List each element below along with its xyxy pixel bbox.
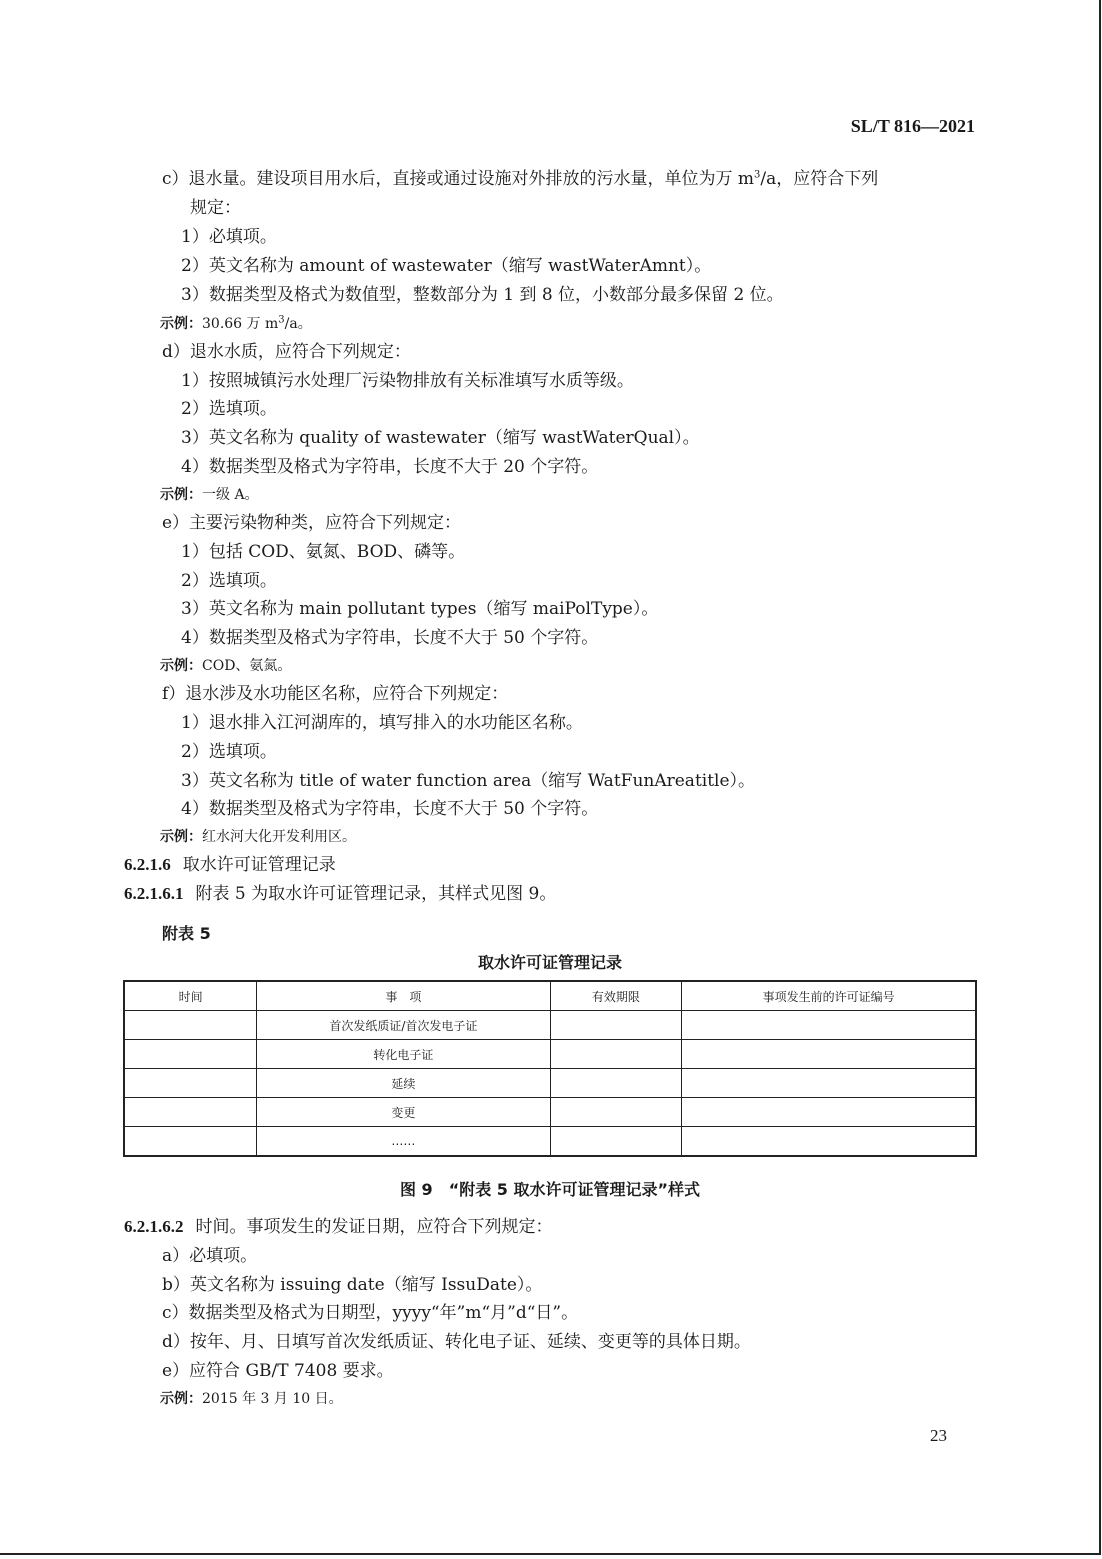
table-cell <box>124 1011 257 1040</box>
table-row <box>124 1127 976 1157</box>
sec-62162-example: 示例：2015 年 3 月 10 日。 <box>160 1391 343 1407</box>
header-item: 事 项 <box>257 981 550 1011</box>
page-number: 23 <box>930 1426 947 1445</box>
header-validity: 有效期限 <box>550 981 682 1011</box>
sec-f-item2: 2）选填项。 <box>181 742 277 762</box>
table-cell <box>550 1069 682 1098</box>
table-cell <box>550 1011 682 1040</box>
sec-f-example: 示例：红水河大化开发利用区。 <box>160 829 356 845</box>
sec-c-example: 示例：30.66 万 $m^3/a$。 <box>160 314 312 332</box>
table-cell <box>682 1127 976 1157</box>
sec-e-item1: 1）包括 COD、氨氮、BOD、磷等。 <box>181 542 466 562</box>
sec-f-title: f）退水涉及水功能区名称，应符合下列规定： <box>162 684 509 704</box>
sec-f-item3: 3）英文名称为 title of water function area（缩写 WatFunAreatitle）。 <box>181 771 756 791</box>
sec-62162-item-b: b）英文名称为 issuing date（缩写 IssuDate）。 <box>162 1275 543 1295</box>
sec-e-item3: 3）英文名称为 main pollutant types（缩写 maiPolType）。 <box>181 599 659 619</box>
table-row <box>124 1040 976 1069</box>
table-cell-item: 转化电子证 <box>257 1040 550 1069</box>
table-cell <box>682 1040 976 1069</box>
table-cell <box>124 1127 257 1157</box>
sec-d-item1: 1）按照城镇污水处理厂污染物排放有关标准填写水质等级。 <box>181 371 634 391</box>
sec-e-example: 示例：COD、氨氮。 <box>160 658 292 674</box>
sec-c-line1: c）退水量。建设项目用水后，直接或通过设施对外排放的污水量，单位为万 $m^3/a$，应符合下列 <box>162 169 879 189</box>
annex-title: 取水许可证管理记录 <box>477 953 622 972</box>
sec-e-item4: 4）数据类型及格式为字符串，长度不大于 50 个字符。 <box>181 628 599 648</box>
sec-d-item3: 3）英文名称为 quality of wastewater（缩写 wastWaterQual）。 <box>181 428 700 448</box>
annex-label: 附表 5 <box>162 924 211 943</box>
sec-d-example: 示例：一级 A。 <box>160 487 259 503</box>
sec-d-title: d）退水水质，应符合下列规定： <box>162 342 411 362</box>
table-cell <box>682 1098 976 1127</box>
sec-c-item3: 3）数据类型及格式为数值型，整数部分为 1 到 8 位，小数部分最多保留 2 位。 <box>181 285 784 305</box>
figure-caption: 图 9 “附表 5 取水许可证管理记录”样式 <box>399 1180 700 1199</box>
sec-f-item4: 4）数据类型及格式为字符串，长度不大于 50 个字符。 <box>181 799 599 819</box>
header-prior-number: 事项发生前的许可证编号 <box>682 981 976 1011</box>
sec-62162-item-a: a）必填项。 <box>162 1246 258 1266</box>
sec-e-title: e）主要污染物种类，应符合下列规定： <box>162 513 462 533</box>
table-cell <box>682 1011 976 1040</box>
sec-d-item4: 4）数据类型及格式为字符串，长度不大于 20 个字符。 <box>181 457 599 477</box>
table-cell-item: …… <box>257 1127 550 1157</box>
table-cell <box>550 1040 682 1069</box>
section-62161-text: 6.2.1.6.1 附表 5 为取水许可证管理记录，其样式见图 9。 <box>124 884 557 904</box>
table-header-row <box>124 981 976 1011</box>
table-row <box>124 1011 976 1040</box>
annex-table <box>123 980 977 1157</box>
table-cell-item: 变更 <box>257 1098 550 1127</box>
table-cell <box>124 1040 257 1069</box>
sec-62162-item-d: d）按年、月、日填写首次发纸质证、转化电子证、延续、变更等的具体日期。 <box>162 1332 751 1352</box>
section-62162-text: 6.2.1.6.2 时间。事项发生的发证日期，应符合下列规定： <box>124 1217 553 1237</box>
sec-f-item1: 1）退水排入江河湖库的，填写排入的水功能区名称。 <box>181 713 583 733</box>
header-time: 时间 <box>124 981 257 1011</box>
sec-d-item2: 2）选填项。 <box>181 399 277 419</box>
table-row <box>124 1098 976 1127</box>
table-cell <box>550 1127 682 1157</box>
section-6216-heading: 6.2.1.6 取水许可证管理记录 <box>124 855 336 875</box>
sec-c-item2: 2）英文名称为 amount of wastewater（缩写 wastWaterAmnt）。 <box>181 256 712 276</box>
sec-62162-item-e: e）应符合 GB/T 7408 要求。 <box>162 1361 394 1381</box>
table-cell <box>550 1098 682 1127</box>
table-cell-item: 延续 <box>257 1069 550 1098</box>
sec-62162-item-c: c）数据类型及格式为日期型，yyyy“年”m“月”d“日”。 <box>162 1303 579 1323</box>
table-cell-item: 首次发纸质证/首次发电子证 <box>257 1011 550 1040</box>
document-code: SL/T 816—2021 <box>850 116 975 136</box>
table-row <box>124 1069 976 1098</box>
table-cell <box>124 1069 257 1098</box>
table-cell <box>124 1098 257 1127</box>
sec-c-item1: 1）必填项。 <box>181 227 277 247</box>
table-cell <box>682 1069 976 1098</box>
sec-c-line2: 规定： <box>190 198 241 218</box>
sec-e-item2: 2）选填项。 <box>181 571 277 591</box>
